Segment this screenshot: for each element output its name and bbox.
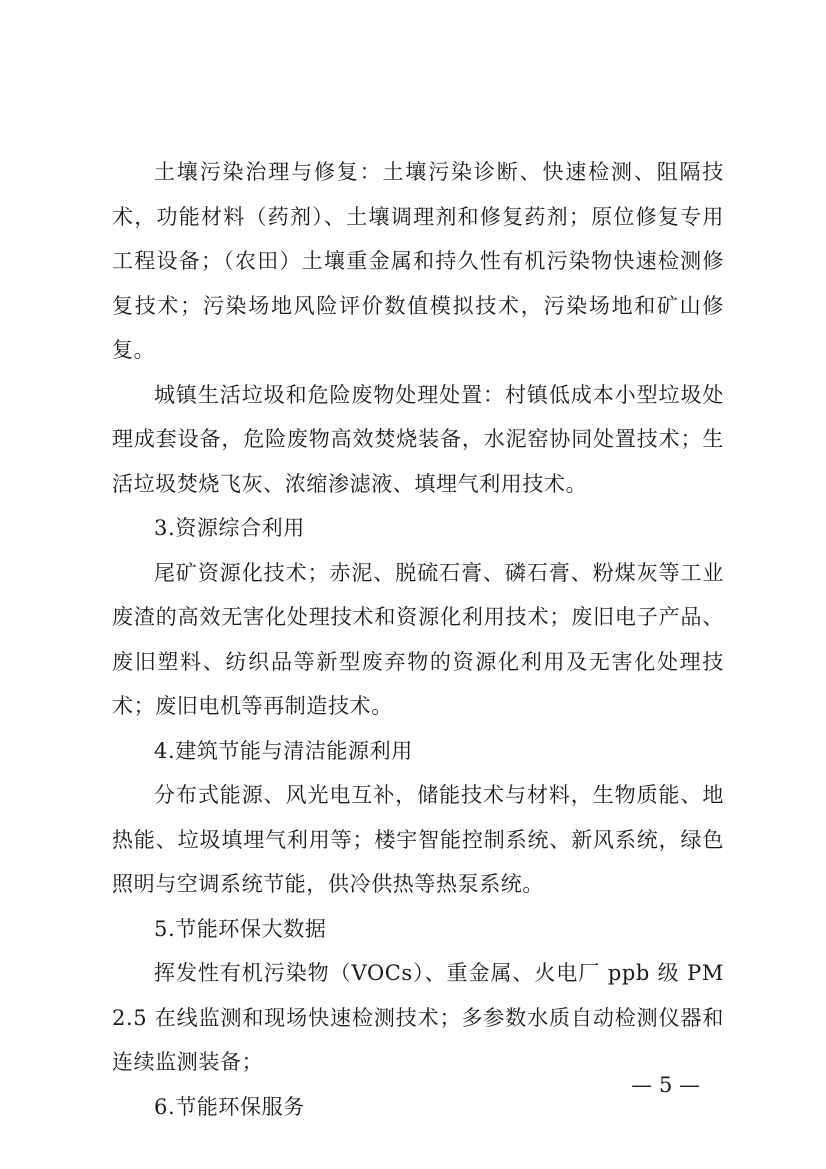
paragraph-soil-remediation: 土壤污染治理与修复：土壤污染诊断、快速检测、阻隔技术，功能材料（药剂）、土壤调理剂和修复药剂；原位修复专用工程设备；（农田）土壤重金属和持久性有机污染物快速检测修复技术；污染场地风险评价数值模拟技术，污染场地和矿山修复。 (112, 160, 724, 362)
page-number: — 5 — (631, 1073, 700, 1097)
paragraph-waste-disposal: 城镇生活垃圾和危险废物处理处置：村镇低成本小型垃圾处理成套设备，危险废物高效焚烧装备，水泥窑协同处置技术；生活垃圾焚烧飞灰、浓缩渗滤液、填埋气利用技术。 (112, 382, 724, 496)
heading-big-data: 5.节能环保大数据 (154, 916, 327, 941)
heading-building-energy: 4.建筑节能与清洁能源利用 (154, 738, 413, 763)
paragraph-big-data: 挥发性有机污染物（VOCs）、重金属、火电厂 ppb 级 PM2.5 在线监测和现场快速检测技术；多参数水质自动检测仪器和连续监测装备； (112, 961, 724, 1074)
paragraph-resource-utilization: 尾矿资源化技术；赤泥、脱硫石膏、磷石膏、粉煤灰等工业废渣的高效无害化处理技术和资源化利用技术；废旧电子产品、废旧塑料、纺织品等新型废弃物的资源化利用及无害化处理技术；废旧电机等再制造技术。 (112, 560, 724, 718)
paragraph-building-energy: 分布式能源、风光电互补，储能技术与材料，生物质能、地热能、垃圾填埋气利用等；楼宇智能控制系统、新风系统，绿色照明与空调系统节能，供冷供热等热泵系统。 (112, 783, 724, 896)
heading-resource-utilization: 3.资源综合利用 (154, 516, 305, 540)
document-body (112, 150, 724, 1129)
heading-services: 6.节能环保服务 (154, 1094, 305, 1119)
